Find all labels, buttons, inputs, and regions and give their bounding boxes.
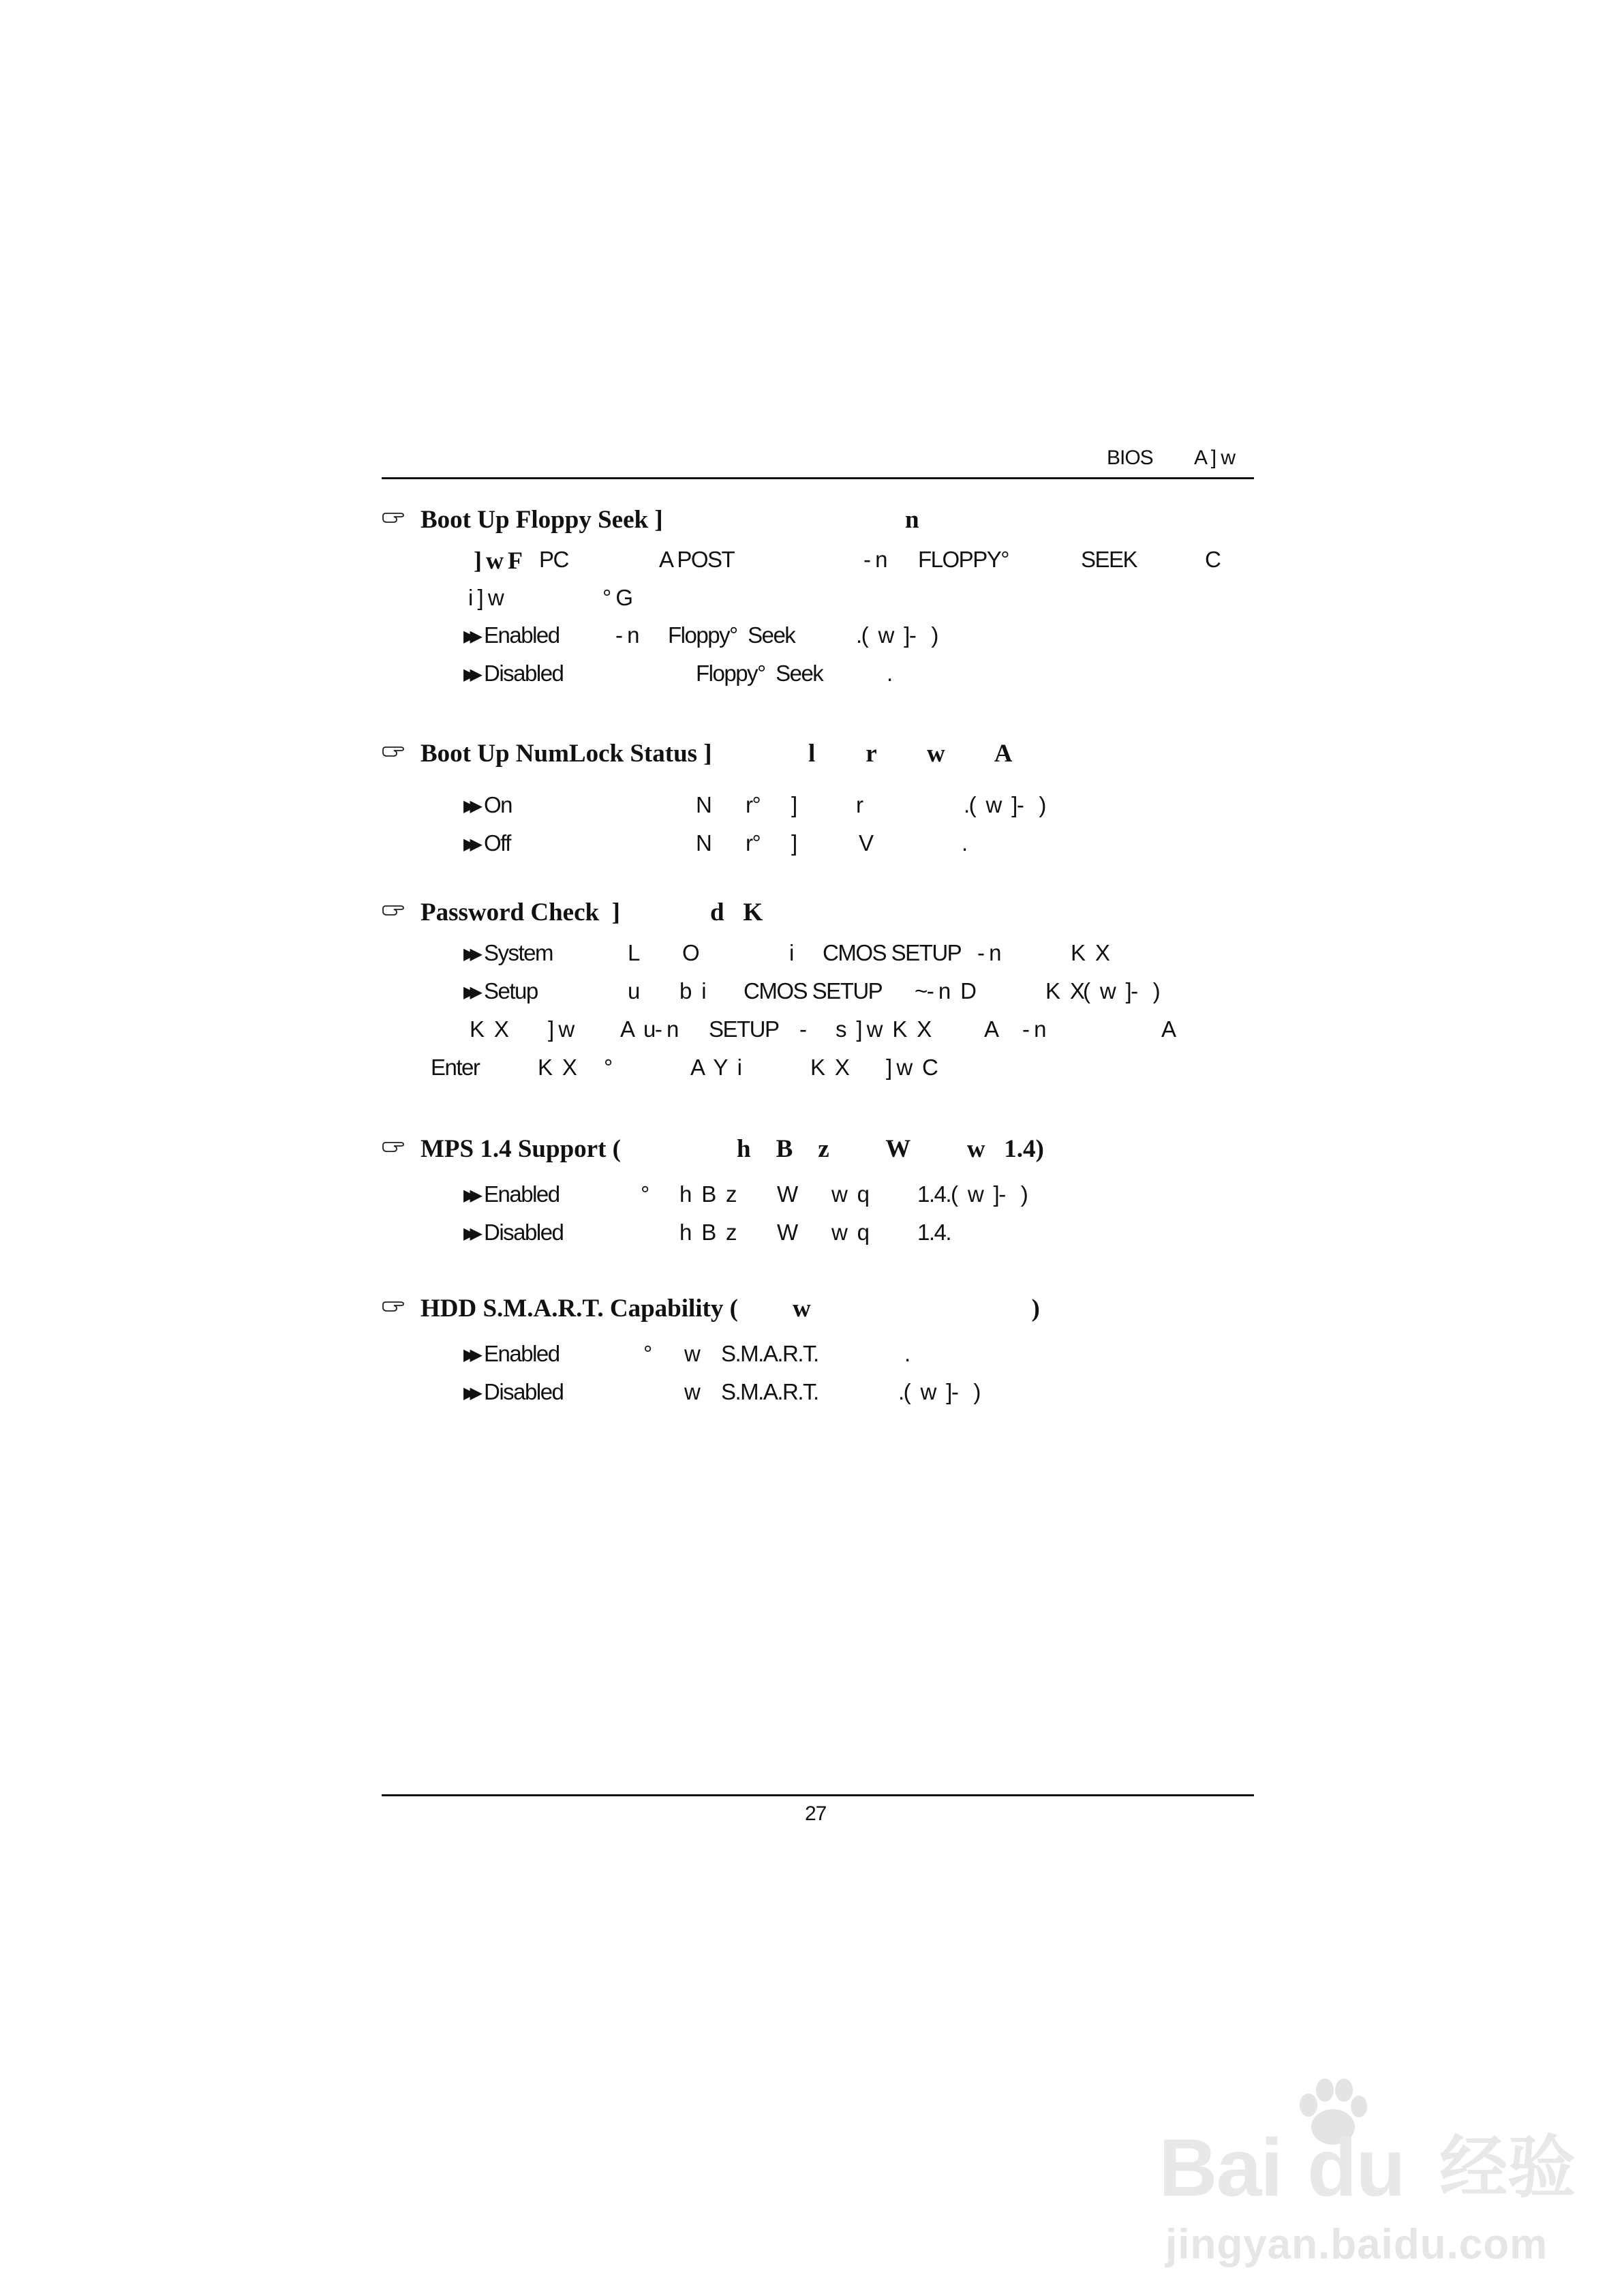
option-text: ] — [791, 830, 797, 856]
pointing-hand-icon — [382, 1299, 406, 1314]
section-title-boot-up-floppy-seek: Boot Up Floppy Seek ] — [420, 506, 663, 534]
description-text: ] w F — [474, 547, 522, 574]
description-text: s ] w K X — [836, 1016, 931, 1042]
description-text: ] w — [548, 1016, 574, 1042]
option-text: h B z — [679, 1181, 737, 1207]
option-text: Floppy° Seek — [668, 622, 795, 648]
option-text: 1.4.( w ]- ) — [917, 1181, 1028, 1207]
option-text: .( w ]- ) — [898, 1379, 980, 1404]
section-title-tail: l r w A — [808, 740, 1013, 768]
option-text: w — [684, 1341, 700, 1366]
option-label-system: System — [484, 940, 553, 965]
option-text: K X — [1071, 940, 1110, 965]
option-text: w — [684, 1379, 700, 1404]
description-text: A u- n — [620, 1016, 678, 1042]
option-text: V — [859, 830, 873, 856]
section-title-mps-1-4-support: MPS 1.4 Support ( — [420, 1135, 621, 1163]
double-arrow-icon: ▶▶ — [463, 1384, 476, 1402]
description-text: SEEK — [1081, 547, 1137, 572]
description-text: A Y i — [690, 1055, 741, 1080]
option-text: O — [682, 940, 699, 965]
watermark-logo-right: du — [1307, 2122, 1405, 2214]
description-text: ] w C — [886, 1055, 938, 1080]
option-text: .( w ]- ) — [856, 622, 938, 648]
section-title-password-check: Password Check ] — [420, 898, 620, 926]
double-arrow-icon: ▶▶ — [463, 1346, 476, 1364]
option-text: N — [696, 830, 711, 856]
description-text: - n — [1022, 1016, 1046, 1042]
option-text: Floppy° Seek — [696, 661, 823, 686]
option-text: . — [887, 661, 892, 686]
option-text: ° — [641, 1181, 649, 1207]
option-text: W — [777, 1181, 797, 1207]
description-text: K X — [810, 1055, 849, 1080]
option-text: b i — [679, 978, 706, 1003]
footer-rule — [382, 1794, 1254, 1796]
page-number: 27 — [805, 1802, 827, 1825]
option-text: S.M.A.R.T. — [721, 1341, 818, 1366]
description-text: PC — [539, 547, 568, 572]
option-text: - n — [615, 622, 639, 648]
option-text: CMOS SETUP — [823, 940, 962, 965]
option-text: u — [628, 978, 639, 1003]
description-text: K X — [470, 1016, 508, 1042]
pointing-hand-icon — [382, 511, 406, 526]
option-label-disabled: Disabled — [484, 1379, 564, 1404]
double-arrow-icon: ▶▶ — [463, 627, 476, 646]
option-text: i — [789, 940, 793, 965]
description-text: - n — [863, 547, 887, 572]
description-text: FLOPPY° — [918, 547, 1009, 572]
baidu-watermark — [1159, 2072, 1595, 2277]
option-text: L — [628, 940, 639, 965]
option-text: ° — [643, 1341, 652, 1366]
description-text: i ] w — [468, 585, 504, 610]
header-right: A ] w — [1194, 447, 1236, 469]
double-arrow-icon: ▶▶ — [463, 797, 476, 815]
header-left: BIOS — [1107, 447, 1153, 469]
section-title-tail: w ) — [793, 1295, 1040, 1323]
option-text: ] — [791, 792, 797, 817]
description-text: A POST — [659, 547, 735, 572]
option-text: . — [904, 1341, 910, 1366]
double-arrow-icon: ▶▶ — [463, 1186, 476, 1205]
option-label-off: Off — [484, 830, 510, 856]
description-text: Enter — [431, 1055, 480, 1080]
option-text: w q — [831, 1181, 869, 1207]
header-rule — [382, 477, 1254, 479]
section-title-tail: d K — [710, 898, 763, 926]
option-text: ( w ]- ) — [1083, 978, 1160, 1003]
double-arrow-icon: ▶▶ — [463, 983, 476, 1001]
section-title-hdd-smart-capability: HDD S.M.A.R.T. Capability ( — [420, 1295, 738, 1323]
section-title-tail: n — [905, 506, 919, 534]
option-label-enabled: Enabled — [484, 1341, 560, 1366]
option-text: r — [856, 792, 863, 817]
option-label-enabled: Enabled — [484, 622, 560, 648]
option-text: r° — [746, 830, 761, 856]
description-text: C — [1205, 547, 1221, 572]
option-text: CMOS SETUP — [744, 978, 883, 1003]
description-text: - — [799, 1016, 806, 1042]
pointing-hand-icon — [382, 744, 406, 759]
pointing-hand-icon — [382, 1140, 406, 1155]
option-text: w q — [831, 1220, 869, 1245]
description-text: K X — [538, 1055, 577, 1080]
description-text: SETUP — [709, 1016, 779, 1042]
section-title-tail: h B z W w 1.4) — [737, 1135, 1044, 1163]
option-text: N — [696, 792, 711, 817]
option-label-disabled: Disabled — [484, 661, 564, 686]
section-title-boot-up-numlock-status: Boot Up NumLock Status ] — [420, 740, 712, 768]
option-text: .( w ]- ) — [964, 792, 1045, 817]
option-text: - n — [977, 940, 1001, 965]
double-arrow-icon: ▶▶ — [463, 835, 476, 854]
watermark-jingyan-text: 经验 — [1439, 2130, 1576, 2206]
double-arrow-icon: ▶▶ — [463, 945, 476, 963]
option-text: h B z — [679, 1220, 737, 1245]
double-arrow-icon: ▶▶ — [463, 665, 476, 684]
watermark-logo-left: Bai — [1159, 2122, 1282, 2214]
option-text: 1.4. — [917, 1220, 951, 1245]
option-label-on: On — [484, 792, 512, 817]
description-text: A — [1161, 1016, 1176, 1042]
pointing-hand-icon — [382, 903, 406, 918]
option-label-disabled: Disabled — [484, 1220, 564, 1245]
option-text: . — [962, 830, 967, 856]
option-text: ~- n D — [915, 978, 976, 1003]
option-text: W — [777, 1220, 797, 1245]
watermark-url: jingyan.baidu.com — [1165, 2221, 1548, 2268]
option-label-setup: Setup — [484, 978, 538, 1003]
option-text: S.M.A.R.T. — [721, 1379, 818, 1404]
description-text: ° — [604, 1055, 612, 1080]
option-label-enabled: Enabled — [484, 1181, 560, 1207]
option-text: r° — [746, 792, 761, 817]
option-text: K X — [1045, 978, 1084, 1003]
double-arrow-icon: ▶▶ — [463, 1224, 476, 1243]
description-text: ° G — [602, 585, 632, 610]
description-text: A — [984, 1016, 998, 1042]
